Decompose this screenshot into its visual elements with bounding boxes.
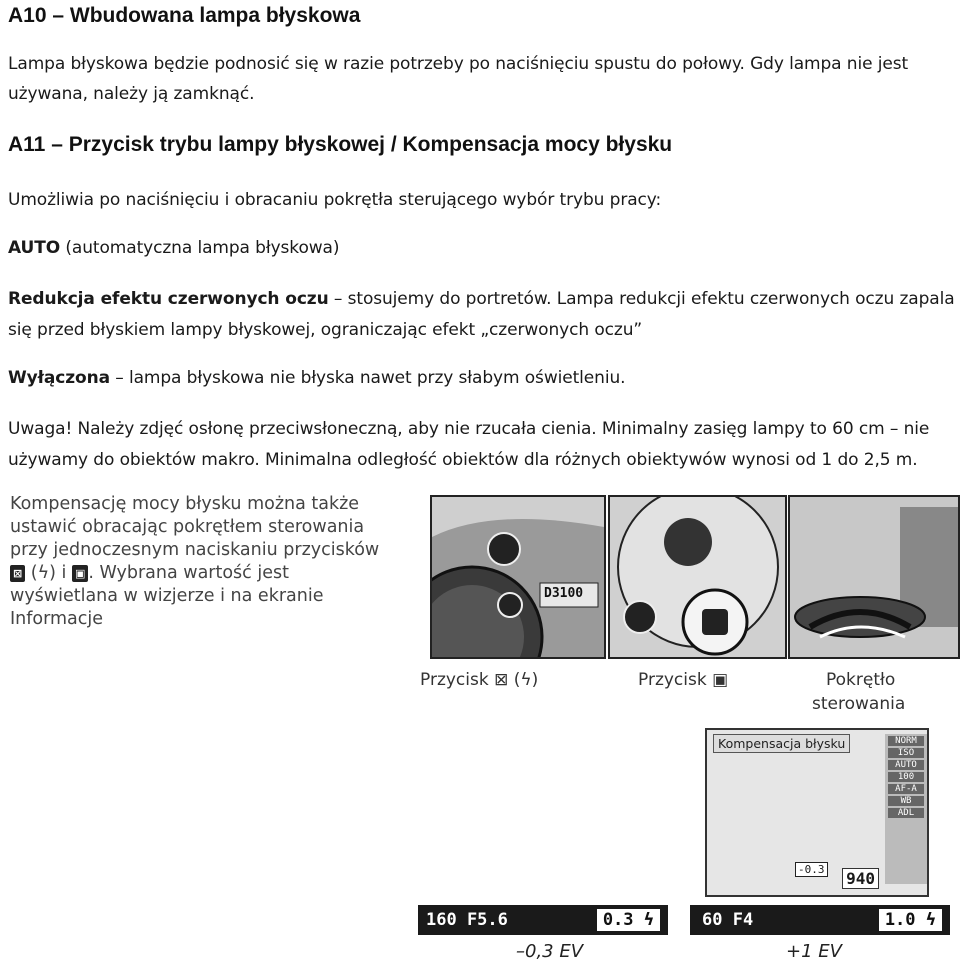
info-side-item: ISO — [888, 748, 924, 758]
figure-caption — [10, 493, 410, 631]
camera-body-drawing — [432, 497, 604, 657]
info-side-item: 100 — [888, 772, 924, 782]
caption-line: przy jednoczesnym naciskaniu przycisków — [10, 540, 380, 560]
info-screen-sidebar — [885, 734, 927, 884]
section-a10-heading: A10 – Wbudowana lampa błyskowa — [8, 4, 361, 27]
info-screen — [705, 728, 929, 897]
info-side-item: NORM — [888, 736, 924, 746]
mode-off — [8, 368, 625, 388]
mode-auto-term: AUTO — [8, 238, 61, 258]
camera-photo-flash-button — [430, 495, 606, 659]
vf2-shutter-aperture: 60 F4 — [702, 910, 754, 930]
mode-auto-desc: (automatyczna lampa błyskowa) — [60, 238, 340, 258]
info-side-item: ADL — [888, 808, 924, 818]
camera-top-drawing — [610, 497, 785, 657]
info-side-item: WB — [888, 796, 924, 806]
mode-red-eye — [8, 289, 955, 309]
label-dial-line2: sterowania — [812, 694, 906, 714]
info-flash-comp-value: -0.3 — [795, 862, 828, 877]
viewfinder-display-plus — [690, 905, 950, 935]
note-line1: Uwaga! Należy zdjęć osłonę przeciwsłoneczną, aby nie rzucała cienia. Minimalny zasięg lampy to 60 cm – nie — [8, 419, 930, 439]
mode-off-term: Wyłączona — [8, 368, 110, 388]
info-side-item: AUTO — [888, 760, 924, 770]
label-flash-button: Przycisk ⊠ (ϟ) — [420, 670, 539, 690]
caption-line-part: . Wybrana wartość jest — [88, 563, 289, 583]
label-dial-line1: Pokrętło — [826, 670, 896, 690]
section-a11-heading: A11 – Przycisk trybu lampy błyskowej / Kompensacja mocy błysku — [8, 133, 673, 156]
mode-red-eye-term: Redukcja efektu czerwonych oczu — [8, 289, 329, 309]
viewfinder-display-minus — [418, 905, 668, 935]
flash-mode-icon: ⊠ — [10, 565, 25, 582]
a10-paragraph-line2: używana, należy ją zamknąć. — [8, 84, 255, 104]
caption-line-part: (ϟ) i — [25, 563, 72, 583]
a11-intro: Umożliwia po naciśnięciu i obracaniu pokrętła sterującego wybór trybu pracy: — [8, 190, 662, 210]
mode-off-desc: – lampa błyskowa nie błyska nawet przy słabym oświetleniu. — [109, 368, 626, 388]
camera-photo-command-dial — [788, 495, 960, 659]
vf1-flash-comp: 0.3 ϟ — [597, 909, 660, 931]
ev-plus-label: +1 EV — [786, 941, 842, 962]
exposure-comp-icon: ▣ — [72, 565, 88, 582]
vf1-shutter-aperture: 160 F5.6 — [426, 910, 508, 930]
caption-line: wyświetlana w wizjerze i na ekranie — [10, 586, 324, 606]
info-shots-remaining: 940 — [842, 868, 879, 889]
caption-line — [10, 562, 410, 585]
caption-line: Kompensację mocy błysku można także — [10, 494, 360, 514]
vf2-flash-comp: 1.0 ϟ — [879, 909, 942, 931]
note-line2: używamy do obiektów makro. Minimalna odległość obiektów dla różnych obiektywów wynosi od 1 do 2,5 m. — [8, 450, 918, 470]
mode-red-eye-line2: się przed błyskiem lampy błyskowej, ograniczając efekt „czerwonych oczu” — [8, 320, 643, 340]
camera-photo-exposure-button — [608, 495, 787, 659]
command-dial-drawing — [790, 497, 958, 657]
caption-line: Informacje — [10, 609, 104, 629]
info-screen-title: Kompensacja błysku — [713, 734, 850, 753]
ev-minus-label: –0,3 EV — [516, 941, 584, 962]
camera-model-label: D3100 — [544, 586, 584, 601]
a10-paragraph-line1: Lampa błyskowa będzie podnosić się w razie potrzeby po naciśnięciu spustu do połowy. Gdy lampa nie jest — [8, 54, 909, 74]
caption-line: ustawić obracając pokrętłem sterowania — [10, 517, 365, 537]
label-exposure-button: Przycisk ▣ — [638, 670, 729, 690]
info-side-item: AF-A — [888, 784, 924, 794]
mode-auto — [8, 238, 339, 258]
mode-red-eye-desc: – stosujemy do portretów. Lampa redukcji efektu czerwonych oczu zapala — [328, 289, 955, 309]
